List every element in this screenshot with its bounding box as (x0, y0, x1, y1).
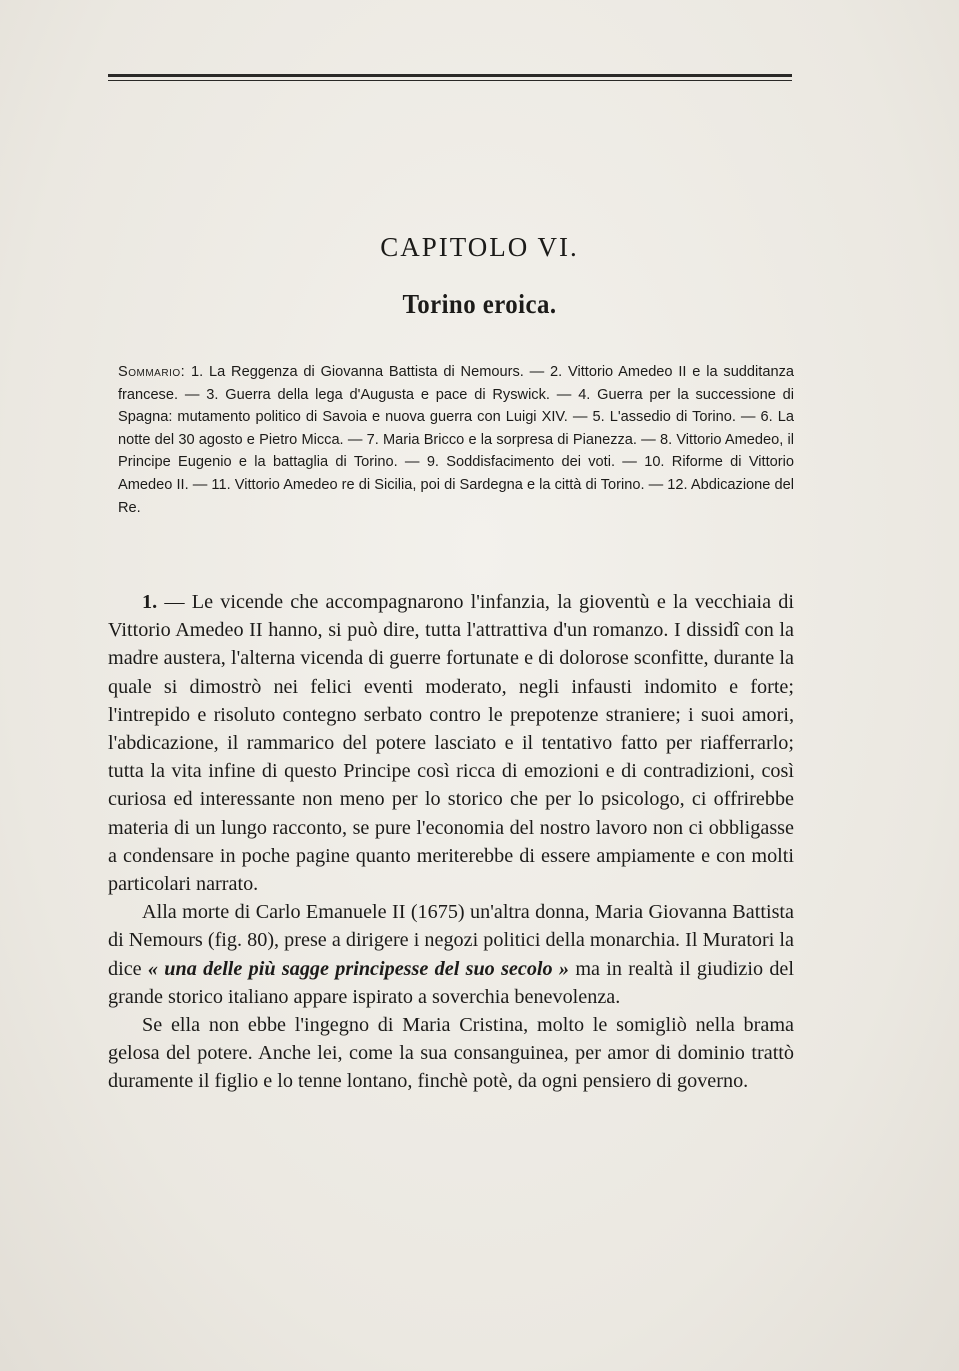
summary-label: Sommario: (118, 364, 186, 380)
paragraph-2-quote: « una delle più sagge principesse del suo secolo » (147, 957, 570, 980)
paragraph-1-text: — Le vicende che accompagnarono l'infanzia, la gioventù e la vecchiaia di Vittorio Amedeo II hanno, si può dire, tutta l'attrattiva d'un romanzo. I dissidî con la madre austera, l'alterna vicenda di guerre fortunate e di dolorose sconfitte, durante la quale si dimostrò nei felici eventi moderato, negli infausti indomito e forte; l'intrepido e risoluto contegno serbato contro le prepotenze straniere; i suoi amori, l'abdicazione, il rammarico del potere lasciato e il tentativo fatto per riafferrarlo; tutta la vita infine di questo Principe così ricca di emozioni e di contradizioni, così curiosa ed interessante non meno per lo storico che per lo psicologo, ci offrirebbe materia di un lungo racconto, se pure l'economia del nostro lavoro non ci obbligasse a condensare in poche pagine quanto meriterebbe di essere ampiamente e con molti particolari narrato. (108, 591, 794, 896)
paragraph-3-text: Se ella non ebbe l'ingegno di Maria Cristina, molto le somigliò nella brama gelosa del potere. Anche lei, come la sua consanguinea, per amor di dominio trattò duramente il figlio e lo tenne lontano, finchè potè, da ogni pensiero di governo. (108, 1014, 794, 1093)
summary-text: 1. La Reggenza di Giovanna Battista di Nemours. — 2. Vittorio Amedeo II e la sudditanza francese. — 3. Guerra della lega d'Augusta e pace di Ryswick. — 4. Guerra per la successione di Spagna: mutamento politico di Savoia e nuova guerra con Luigi XIV. — 5. L'assedio di Torino. — 6. La notte del 30 agosto e Pietro Micca. — 7. Maria Bricco e la sorpresa di Pianezza. — 8. Vittorio Amedeo, il Principe Eugenio e la battaglia di Torino. — 9. Soddisfacimento dei voti. — 10. Riforme di Vittorio Amedeo II. — 11. Vittorio Amedeo re di Sicilia, poi di Sardegna e la città di Torino. — 12. Abdicazione del Re. (118, 364, 794, 516)
header-rule-thin (108, 80, 792, 81)
header-rule-thick (108, 74, 792, 77)
paragraph-1 (108, 588, 794, 898)
paragraph-2-text-after: ma in realtà il giudizio del grande storico italiano appare ispirato a soverchia benevolenza. (108, 957, 795, 1008)
paragraph-3 (108, 1011, 794, 1096)
paragraph-2 (108, 898, 794, 1011)
paragraph-number: 1. (142, 591, 158, 613)
body-text (108, 588, 794, 1096)
chapter-label: CAPITOLO VI. (380, 232, 579, 262)
chapter-title: Torino eroica. (402, 289, 557, 319)
chapter-summary (118, 361, 794, 519)
paragraph-2-text-before: Alla morte di Carlo Emanuele II (1675) un'altra donna, Maria Giovanna Battista di Nemours (fig. 80), prese a dirigere i negozi politici della monarchia. Il Muratori la dice (108, 901, 794, 980)
